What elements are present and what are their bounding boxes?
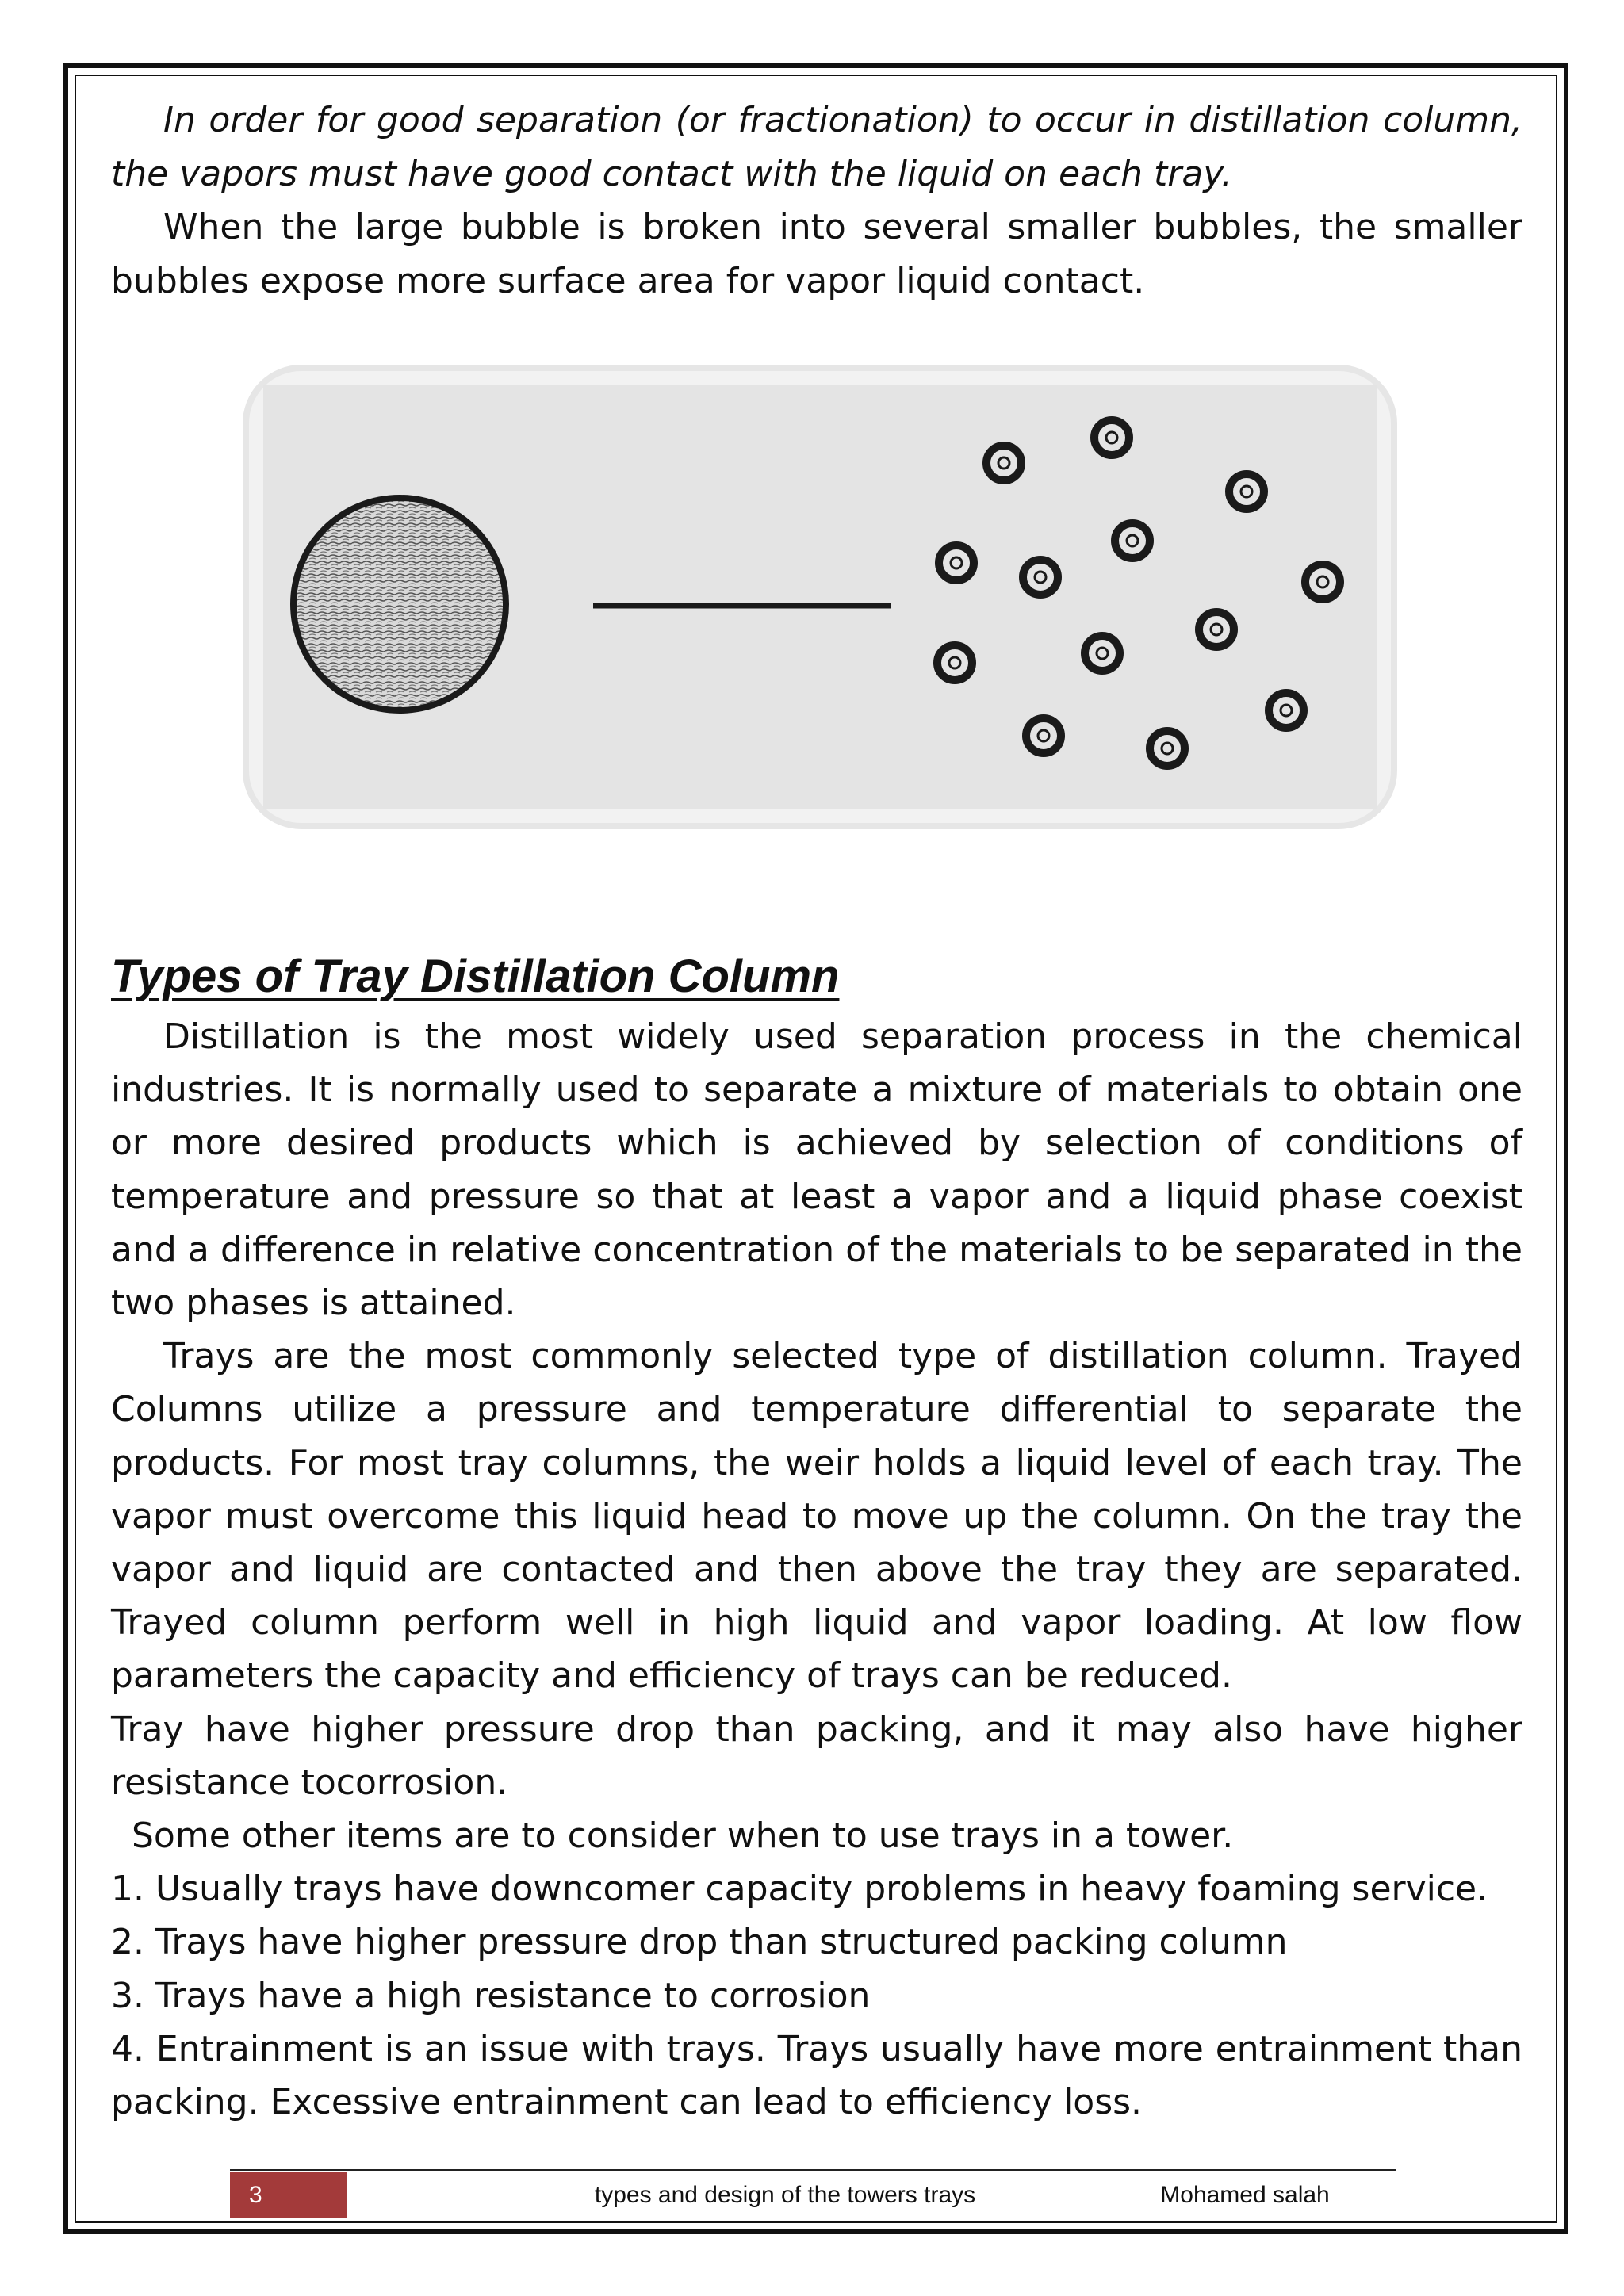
section-paragraph-2: Trays are the most commonly selected type of distillation column. Trayed Columns utilize a pressure and temperature differential to separate the products. For most tray columns, the weir holds a liquid level of each tray. The vapor must overcome this liquid head to move up the column. On the tray the vapor and liquid are contacted and then above the tray they are separated. Trayed column perform well in high liquid and vapor loading. At low flow parameters the capacity and efficiency of trays can be reduced. (111, 1336, 1522, 1697)
section-body (111, 1010, 1522, 2129)
large-bubble (293, 498, 506, 710)
list-item-4: 4. Entrainment is an issue with trays. Trays usually have more entrainment than packing. Excessive entrainment can lead to efficiency loss. (111, 2028, 1522, 2123)
section-heading: Types of Tray Distillation Column (111, 951, 840, 1002)
section-paragraph-1: Distillation is the most widely used separation process in the chemical industries. It is normally used to separate a mixture of materials to obtain one or more desired products which is achieved by selection of conditions of temperature and pressure so that at least a vapor and a liquid phase coexist and a difference in relative concentration of the materials to be separated in the two phases is attained. (111, 1016, 1522, 1324)
list-item-3: 3. Trays have a high resistance to corrosion (111, 1975, 871, 2016)
intro-paragraph-1: In order for good separation (or fractionation) to occur in distillation column, the vapors must have good contact with the liquid on each tray. (111, 100, 1522, 194)
section-paragraph-3: Tray have higher pressure drop than packing, and it may also have higher resistance tocorrosion. (111, 1709, 1522, 1803)
intro-text (111, 94, 1522, 308)
footer-author: Mohamed salah (1160, 2182, 1330, 2208)
page-footer (230, 2169, 1396, 2218)
footer-doc-title: types and design of the towers trays (594, 2182, 976, 2208)
footer-rule (230, 2169, 1396, 2171)
list-item-2: 2. Trays have higher pressure drop than structured packing column (111, 1922, 1288, 1963)
bubble-figure (241, 363, 1399, 831)
section-paragraph-4: Some other items are to consider when to use trays in a tower. (132, 1816, 1234, 1857)
bubble-illustration (241, 363, 1399, 831)
list-item-1: 1. Usually trays have downcomer capacity problems in heavy foaming service. (111, 1869, 1488, 1910)
intro-paragraph-2: When the large bubble is broken into several smaller bubbles, the smaller bubbles expose more surface area for vapor liquid contact. (111, 207, 1522, 301)
page-number: 3 (230, 2172, 347, 2218)
